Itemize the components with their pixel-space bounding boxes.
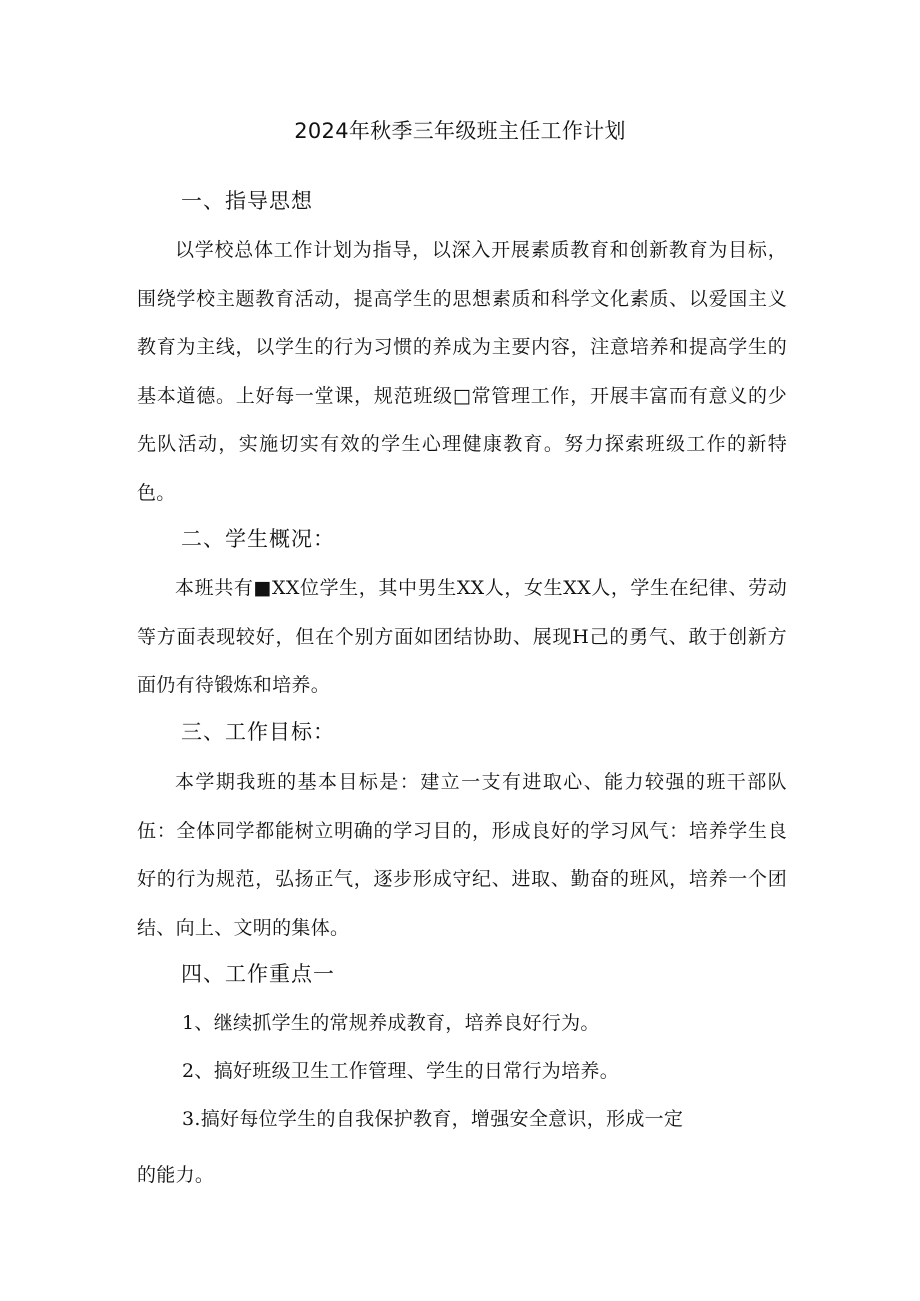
section-paragraph-guiding-ideology: 以学校总体工作计划为指导，以深入开展素质教育和创新教育为目标，围绕学校主题教育活动，提高学生的思想素质和科学文化素质、以爱国主义教育为主线，以学生的行为习惯的养成为主要内容，注意培养和提高学生的基本道德。上好每一堂课，规范班级□常管理工作，开展丰富而有意义的少先队活动，实施切实有效的学生心理健康教育。努力探索班级工作的新特色。 bbox=[137, 239, 787, 504]
section-heading-work-goals: 三、工作目标： bbox=[181, 720, 335, 744]
document-title: 2024年秋季三年级班主任工作计划 bbox=[294, 119, 626, 143]
list-item-continuation: 的能力。 bbox=[137, 1164, 215, 1186]
list-item: 2、搞好班级卫生工作管理、学生的日常行为培养。 bbox=[182, 1060, 619, 1082]
section-paragraph-student-overview: 本班共有■XX位学生，其中男生XX人，女生XX人，学生在纪律、劳动等方面表现较好，但在个别方面如团结协助、展现H己的勇气、敢于创新方面仍有待锻炼和培养。 bbox=[137, 577, 787, 697]
section-heading-guiding-ideology: 一、指导思想 bbox=[181, 189, 313, 213]
section-paragraph-work-goals: 本学期我班的基本目标是：建立一支有进取心、能力较强的班干部队伍：全体同学都能树立明确的学习目的，形成良好的学习风气：培养学生良好的行为规范，弘扬正气，逐步形成守纪、进取、勤奋的班风，培养一个团结、向上、文明的集体。 bbox=[137, 771, 787, 939]
list-item: 1、继续抓学生的常规养成教育，培养良好行为。 bbox=[182, 1012, 600, 1034]
list-item: 3.搞好每位学生的自我保护教育，增强安全意识，形成一定 bbox=[182, 1108, 684, 1130]
section-heading-work-focus: 四、工作重点一 bbox=[181, 962, 335, 986]
section-heading-student-overview: 二、学生概况： bbox=[181, 527, 335, 551]
